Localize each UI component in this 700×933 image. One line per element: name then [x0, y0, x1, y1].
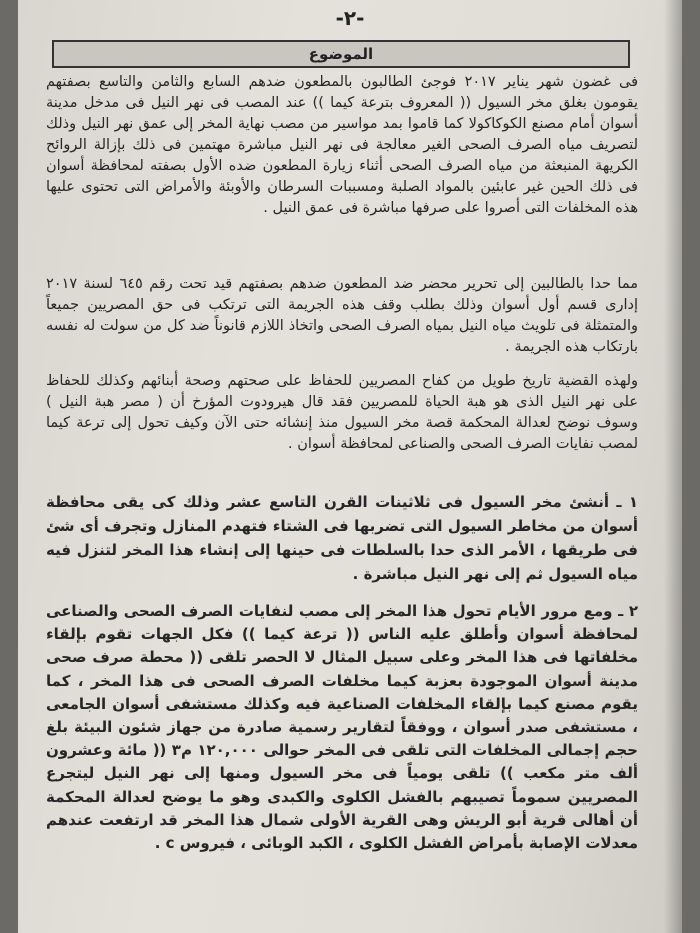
document-page — [18, 0, 682, 933]
paragraph-intro: فى غضون شهر يناير ٢٠١٧ فوجئ الطالبون بالمطعون ضدهم السابع والثامن والتاسع بصفتهم يقومون بغلق مخر السيول (( المعروف بترعة كيما )) عند المصب فى نهر النيل فى مدخل مدينة أسوان أمام مصنع الكوكاكولا كما قاموا بمد مواسير من مصب نهاية المخر إلى عمق نهر النيل وذلك لتصريف مياه الصرف الصحى الغير معالجة فى نهر النيل مباشرة مهتمين فى ذلك بإزالة الروائح الكريهة المنبعثة من مياه الصرف الصحى أثناء زيارة المطعون ضده الأول بصفته لمحافظة أسوان فى ذلك الحين غير عابئين بالمواد الصلبة ومسببات السرطان والأوبئة والأمراض التى تحتوى عليها هذه المخلفات التى أصروا على صرفها مباشرة فى عمق النيل . — [46, 74, 638, 216]
paragraph-history: ولهذه القضية تاريخ طويل من كفاح المصريين للحفاظ على صحتهم وصحة أبنائهم وكذلك للحفاظ على نهر النيل الذى هو هبة الحياة للمصريين فقد قال هيرودوت المؤرخ أن ( مصر هبة النيل ) وسوف نوضح لعدالة المحكمة قصة مخر السيول منذ إنشائه حتى الآن وكيف تحول إلى ترعة كيما لمصب نفايات الصرف الصحى والصناعى لمحافظة أسوان . — [46, 373, 638, 452]
paragraph-point-1: ١ ـ أنشئ مخر السيول فى ثلاثينات القرن التاسع عشر وذلك كى يقى محافظة أسوان من مخاطر السيول التى تضربها فى الشتاء فتهدم المنازل وتجرف أى شئ فى طريقها ، الأمر الذى حدا بالسلطات فى حينها إلى إنشاء هذا المخر لتنزل فيه مياه السيول ثم إلى نهر النيل مباشرة . — [46, 493, 638, 583]
page-number: -٢- — [335, 6, 365, 30]
paragraph-point-2: ٢ ـ ومع مرور الأيام تحول هذا المخر إلى مصب لنفايات الصرف الصحى والصناعى لمحافظة أسوان وأطلق عليه الناس (( ترعة كيما )) فكل الجهات تقوم بإلقاء مخلفاتها فى هذا المخر وعلى سبيل المثال لا الحصر تلقى (( محطة صرف صحى مدينة أسوان الموجودة بعزبة كيما مخلفات الصرف الصحى فى هذا المخر ، كما يقوم مصنع كيما بإلقاء المخلفات الصناعية فيه وكذلك مستشفى أسوان الجامعى ، مستشفى صدر أسوان ، ووفقاً لتقارير رسمية صادرة من جهاز شئون البيئة بلغ حجم إجمالى المخلفات التى تلقى فى المخر حوالى ١٢٠,٠٠٠ م٣ (( مائة وعشرون ألف متر مكعب )) تلقى يومياً فى مخر السيول ومنها إلى نهر النيل ليتجرع المصريين سموماً تصيبهم بالفشل الكلوى والكبدى وهو ما يوضح لعدالة المحكمة أن أهالى قرية أبو الريش وهى القرية الأولى شمال هذا المخر قد ارتفعت عندهم معدلات الإصابة بأمراض الفشل الكلوى ، الكبد الوبائى ، فيروس c . — [46, 602, 638, 853]
subject-title: الموضوع — [308, 45, 374, 63]
paragraph-police-report: مما حدا بالطالبين إلى تحرير محضر ضد المطعون ضدهم بصفتهم قيد تحت رقم ٦٤٥ لسنة ٢٠١٧ إدارى قسم أول أسوان وذلك بطلب وقف هذه الجريمة التى ترتكب فى حق المصريين جميعاً والمتمثلة فى تلويث مياه النيل بمياه الصرف الصحى واتخاذ اللازم قانوناً ضد كل من سولت له نفسه بارتكاب هذه الجريمة . — [46, 276, 638, 355]
subject-heading-bar — [52, 40, 630, 68]
page-edge-shadow — [664, 0, 682, 933]
